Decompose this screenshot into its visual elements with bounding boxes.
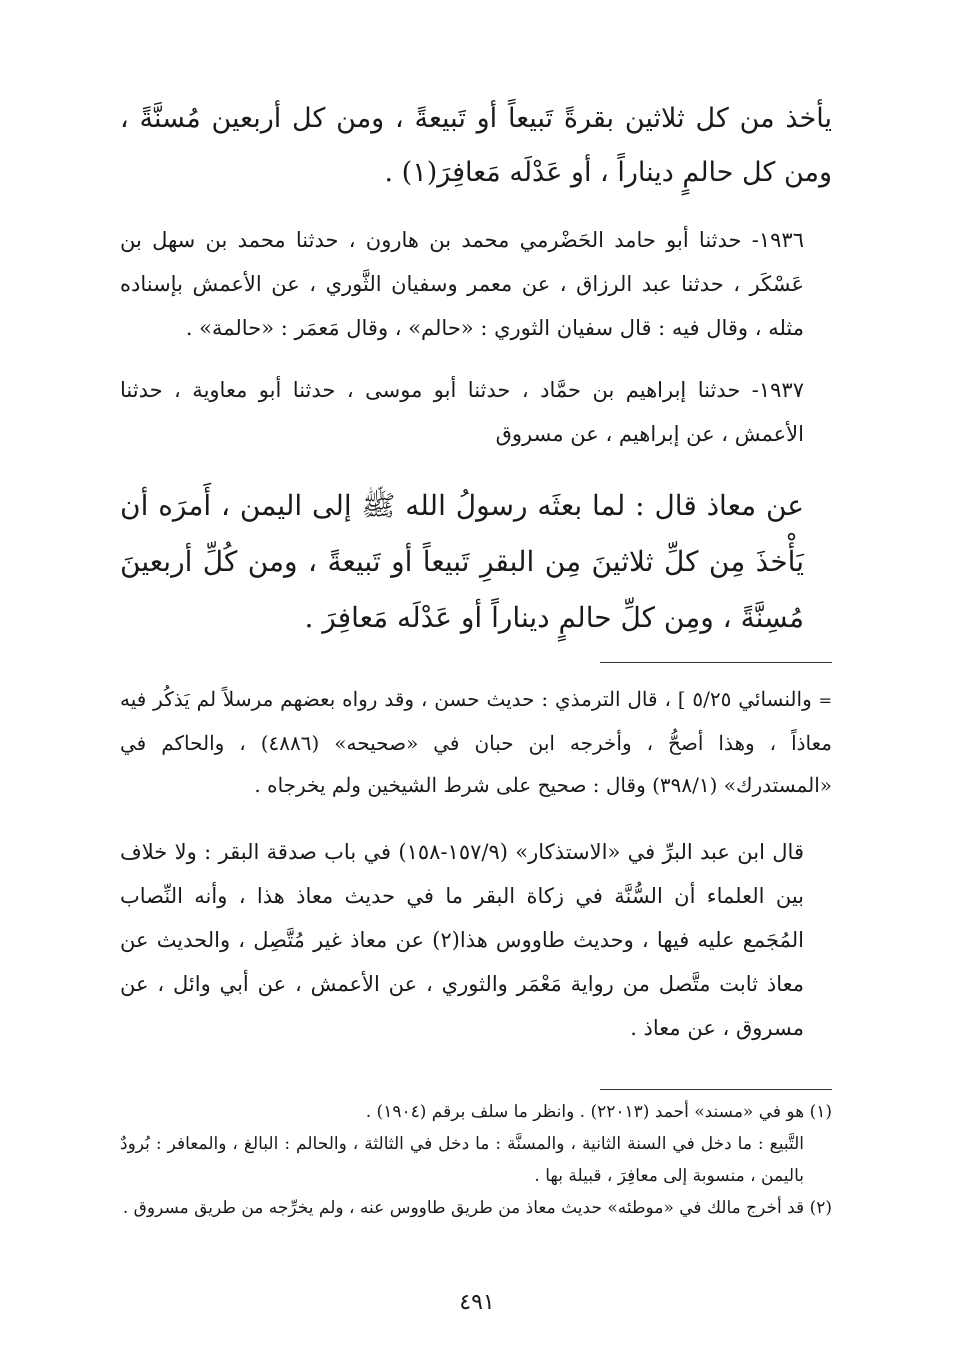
- footnote-1-gloss: التَّبيع : ما دخل في السنة الثانية ، والمسنَّة : ما دخل في الثالثة ، والحالم : البالغ ، والمعافر : بُرودٌ باليمن ، منسوبة إلى معافِرَ ، قبيلة بها .: [120, 1134, 804, 1186]
- hadith-matn-text: عن معاذ قال : لما بعثَه رسولُ الله ﷺ إلى اليمن ، أَمرَه أن يَأْخذَ مِن كلِّ ثلاثينَ مِن البقرِ تَبيعاً أو تَبيعةً ، ومن كُلِّ أربعينَ مُسِنَّةً ، ومِن كلِّ حالمٍ ديناراً أو عَدْلَه مَعافِرَ .: [120, 489, 804, 634]
- hadith-1937-text: ١٩٣٧- حدثنا إبراهيم بن حمَّاد ، حدثنا أبو موسى ، حدثنا أبو معاوية ، حدثنا الأعمش ، عن إبراهيم ، عن مسروق: [120, 378, 804, 446]
- continuation-mark: =: [818, 691, 833, 710]
- commentary-separator: [600, 662, 832, 663]
- footnote-1: (١) هو في «مسند» أحمد (٢٢٠١٣) . وانظر ما سلف برقم (١٩٠٤) .: [365, 1102, 832, 1122]
- page-number: ٤٩١: [459, 1290, 495, 1315]
- main-text-opening: [120, 92, 832, 200]
- hadith-1936: [120, 218, 832, 350]
- footnote-2: (٢) قد أخرج مالك في «موطئه» حديث معاذ من طريق طاووس عنه ، ولم يخرِّجه من طريق مسروق .: [122, 1198, 832, 1218]
- hadith-1936-text: ١٩٣٦- حدثنا أبو حامد الحَضْرمي محمد بن هارون ، حدثنا محمد بن سهل بن عَسْكَر ، حدثنا عبد الرزاق ، عن معمر وسفيان الثَّوري ، عن الأعمش بإسناده مثله ، وقال فيه : قال سفيان الثوري : «حالم» ، وقال مَعمَر : «حالمة» .: [120, 228, 804, 340]
- commentary-ibn-abd-al-barr: [120, 830, 832, 1050]
- commentary-2-text: قال ابن عبد البرِّ في «الاستذكار» (١٥٧/٩-١٥٨) في باب صدقة البقر : ولا خلاف بين العلماء أن السُّنَّة في زكاة البقر ما في حديث معاذ هذا ، وأنه النِّصاب المُجَمع عليه فيها ، وحديث طاووس هذا(٢) عن معاذ غير مُتَّصِل ، والحديث عن معاذ ثابت متَّصل من رواية مَعْمَر والثوري ، عن الأعمش ، عن أبي وائل ، عن مسروق ، عن معاذ .: [120, 840, 804, 1040]
- opening-paragraph: يأخذ من كل ثلاثين بقرةً تَبيعاً أو تَبيعةً ، ومن كل أربعين مُسنَّةً ، ومن كل حالمٍ ديناراً ، أو عَدْلَه مَعافِرَ(١) .: [120, 103, 832, 188]
- footnote-separator: [600, 1089, 832, 1090]
- footnotes: [120, 1096, 832, 1224]
- hadith-1937: [120, 368, 832, 456]
- commentary-continued: [120, 678, 832, 806]
- commentary-1-body: والنسائي ٥/٢٥ ] ، قال الترمذي : حديث حسن ، وقد رواه بعضهم مرسلاً لم يَذكُر فيه معاذاً ، وهذا أصحُّ ، وأخرجه ابن حبان في «صحيحه» (٤٨٨٦) ، والحاكم في «المستدرك» (٣٩٨/١) وقال : صحيح على شرط الشيخين ولم يخرجاه .: [120, 687, 832, 797]
- commentary-1-text: [120, 678, 832, 806]
- hadith-matn: [120, 478, 832, 646]
